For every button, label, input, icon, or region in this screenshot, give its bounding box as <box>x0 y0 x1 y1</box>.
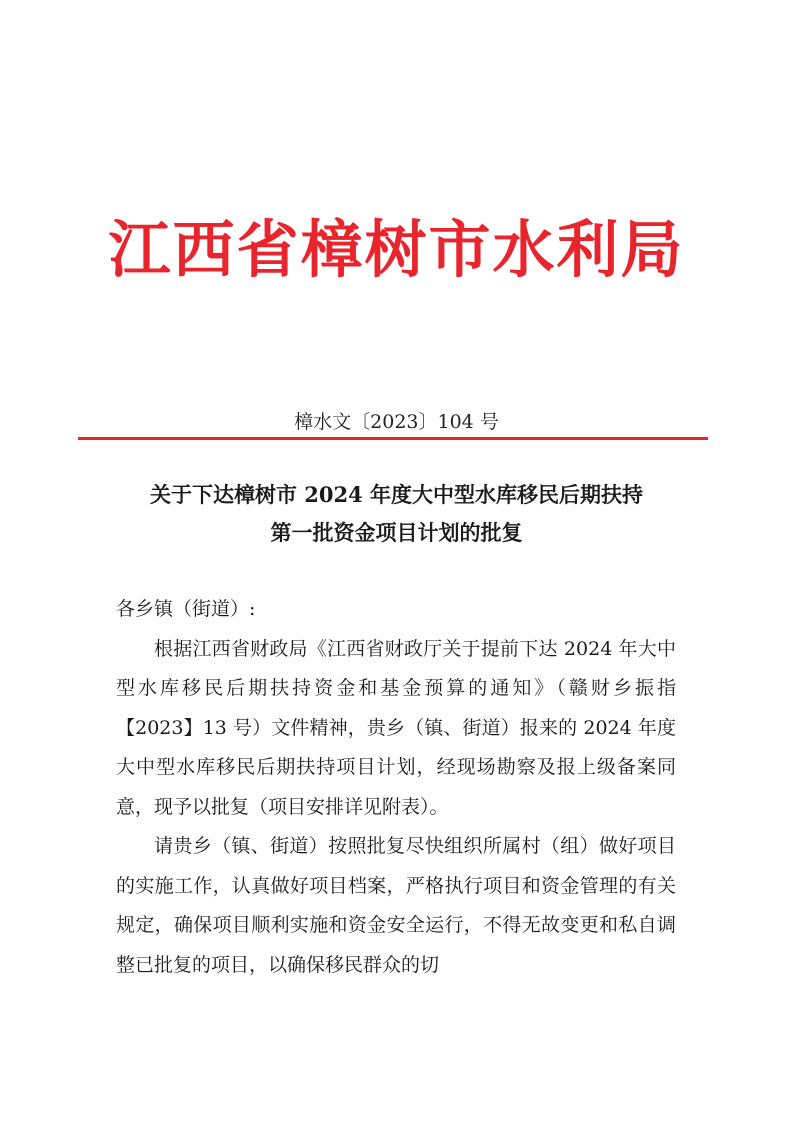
document-title <box>60 476 733 552</box>
document-number: 樟水文〔2023〕104 号 <box>294 411 499 433</box>
masthead-title: 江西省樟树市水利局 <box>108 213 685 286</box>
salutation: 各乡镇（街道）: <box>116 598 256 620</box>
document-body <box>116 590 676 985</box>
body-paragraph-2: 请贵乡（镇、街道）按照批复尽快组织所属村（组）做好项目的实施工作，认真做好项目档案，严格执行项目和资金管理的有关规定，确保项目顺利实施和资金安全运行，不得无故变更和私自调整已批复的项目，以确保移民群众的切 <box>116 835 676 976</box>
red-separator-rule <box>78 437 708 440</box>
body-paragraph-1: 根据江西省财政局《江西省财政厅关于提前下达 2024 年大中型水库移民后期扶持资金和基金预算的通知》（赣财乡振指【2023】13 号）文件精神，贵乡（镇、街道）报来的 2024 年度大中型水库移民后期扶持项目计划，经现场勘察及报上级备案同意，现予以批复（项目安排详见附表）。 <box>116 637 676 818</box>
title-line-1: 关于下达樟树市 2024 年度大中型水库移民后期扶持 <box>149 482 644 507</box>
title-line-2: 第一批资金项目计划的批复 <box>270 520 523 545</box>
